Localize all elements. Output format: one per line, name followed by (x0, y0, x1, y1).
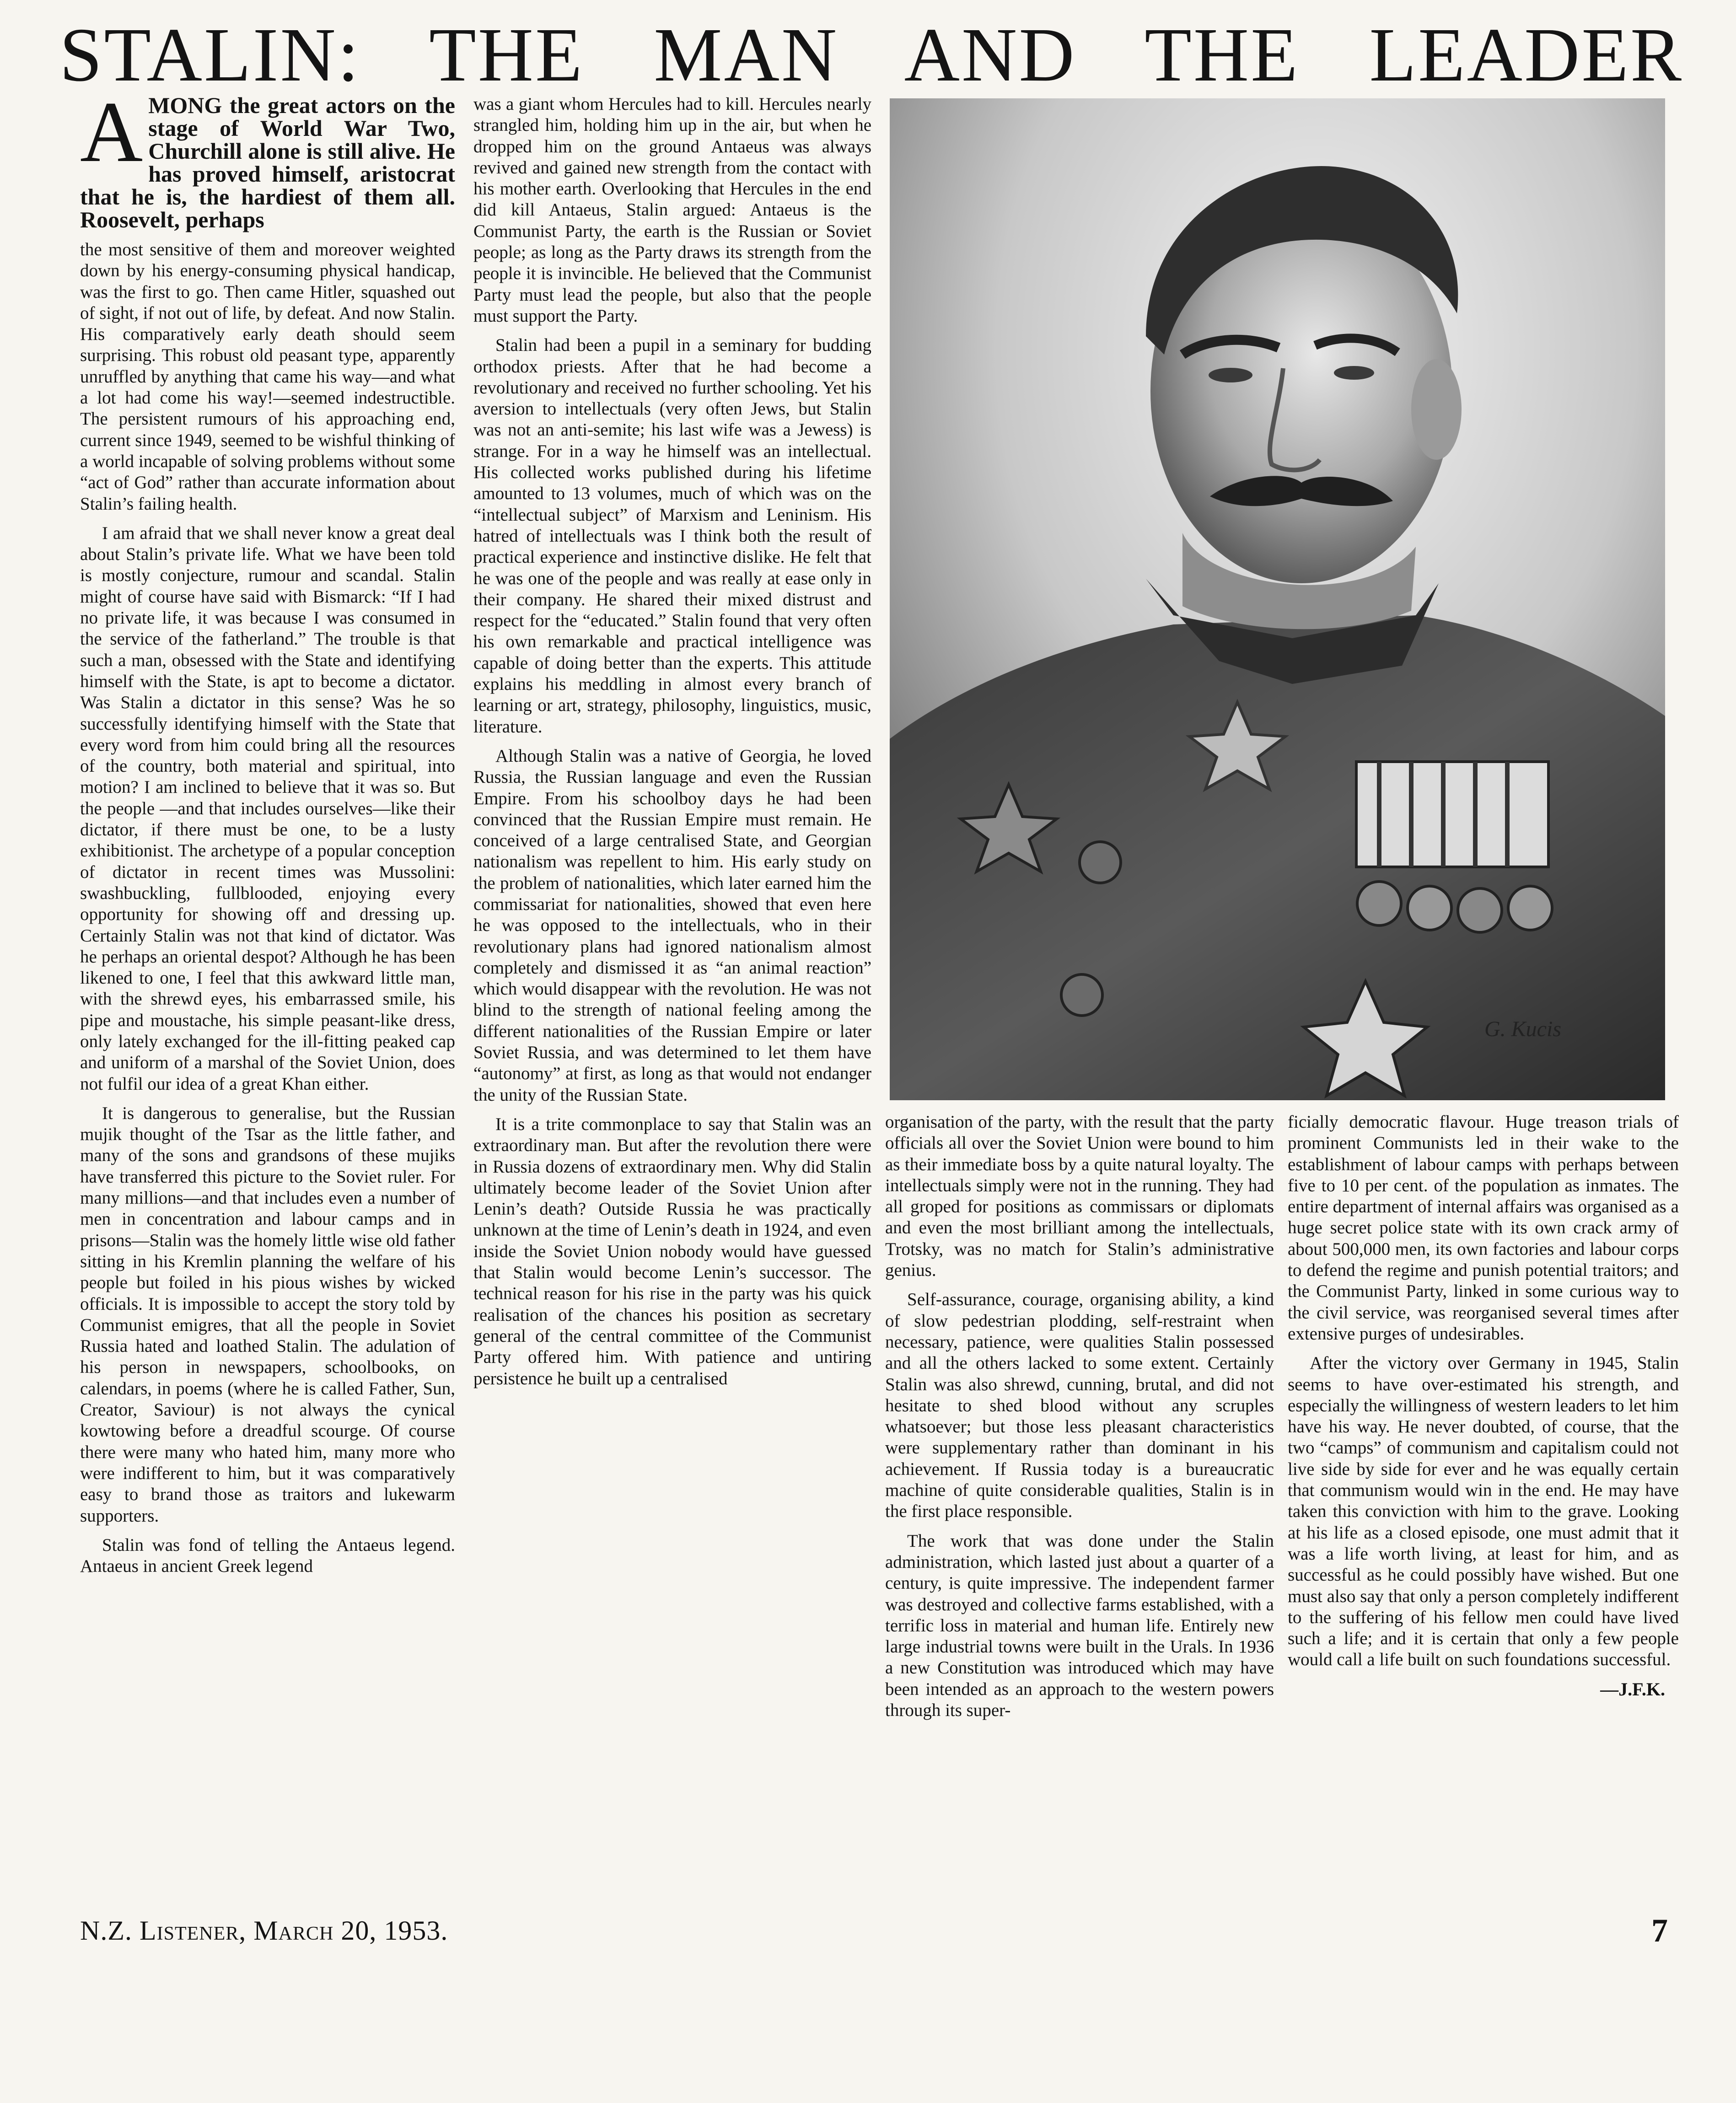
author-signature: —J.F.K. (1600, 1678, 1665, 1700)
paragraph: I am afraid that we shall never know a great deal about Stalin’s private life. What we have been told is mostly conjecture, rumour and scandal. Stalin might of course have said with Bismarck: “If I had no private life, it was because I was consumed in the service of the fatherland.” The trouble is that such a man, obsessed with the State and identifying himself with the State, is apt to become a dictator. Was Stalin a dictator in this sense? Was he so successfully identifying himself with the State that every word from him could bring all the resources of the country, both material and spiritual, into motion? I am inclined to believe that it was so. But the people —and that includes ourselves—like their dictator, if there must be one, to be a lusty exhibitionist. The archetype of a popular conception of dictator in recent times was Mussolini: swashbuckling, fullblooded, enjoying every opportunity for showing off and dressing up. Certainly Stalin was not that kind of dictator. Was he perhaps an oriental despot? Although he has been likened to one, I feel that this awkward little man, with the shrewd eyes, his embarrassed smile, his pipe and moustache, his simple peasant-like dress, only lately exchanged for the ill-fitting peaked cap and uniform of a marshal of the Soviet Union, does not fulfil our idea of a great Khan either. (80, 523, 455, 1094)
lead-paragraph (80, 84, 455, 232)
drop-cap: A (80, 84, 143, 180)
article-column-1 (80, 84, 455, 1866)
paragraph: Although Stalin was a native of Georgia, he loved Russia, the Russian language and even the Russian Empire. From his schoolboy days he had been convinced that the Russian Empire must remain. He conceived of a large centralised State, and Georgian nationalism was repellent to him. His early study on the problem of nationalities, which later earned him the commissariat for nationalities, showed that even here he was opposed to the intellectuals, who in their revolutionary plans had ignored nationalism almost completely and dismissed it as “an animal reaction” which would disappear with the revolution. He was not blind to the strength of national feeling among the different nationalities of the Russian Empire or later Soviet Russia, and was determined to let them have “autonomy” at first, as long as that would not endanger the unity of the Russian State. (473, 746, 871, 1105)
paragraph: It is a trite commonplace to say that Stalin was an extraordinary man. But after the revolution there were in Russia dozens of extraordinary men. Why did Stalin ultimately become leader of the Soviet Union after Lenin’s death? Outside Russia he was practically unknown at the time of Lenin’s death in 1924, and even inside the Soviet Union nobody would have guessed that Stalin would become Lenin’s successor. The technical reason for his rise in the party was his quick realisation of the chances his position as secretary general of the central committee of the Communist Party offered him. With patience and untiring persistence he built up a centralised (473, 1114, 871, 1388)
paragraph: ficially democratic flavour. Huge treason trials of prominent Communists led in their wake to the establishment of labour camps with perhaps between five to 10 per cent. of the population as inmates. The entire department of internal affairs was organised as a huge secret police state with its own crack army of about 500,000 men, its own factories and labour corps to defend the regime and punish potential traitors; and the Communist Party, linked in some curious way to the civil service, was reorganised several times after extensive purges of undesirables. (1288, 1112, 1679, 1344)
paragraph: Stalin had been a pupil in a seminary for budding orthodox priests. After that he had become a revolutionary and received no further schooling. Yet his aversion to intellectuals (very often Jews, but Stalin was not an anti-semite; his last wife was a Jewess) is strange. For in a way he himself was an intellectual. His collected works published during his lifetime amounted to 13 volumes, much of which was on the “intellectual subject” of Marxism and Leninism. His hatred of intellectuals was I think both the result of practical experience and instinctive dislike. He felt that he was one of the people and was really at ease only in their company. He shared their mixed distrust and respect for the “educated.” Stalin found that very often his own remarkable and practical intelligence was capable of doing better than the experts. This attitude explains his meddling in almost every branch of learning or art, strategy, philosophy, linguistics, music, literature. (473, 335, 871, 737)
page-number: 7 (1651, 1912, 1668, 1949)
portrait-illustration (890, 98, 1665, 1100)
paragraph: Stalin was fond of telling the Antaeus legend. Antaeus in ancient Greek legend (80, 1535, 455, 1576)
article-column-2 (473, 94, 871, 1866)
article-column-4 (1288, 1112, 1679, 1866)
headline: STALIN: THE MAN AND THE LEADER (59, 12, 1683, 97)
paragraph: organisation of the party, with the result that the party officials all over the Soviet Union were bound to him as their immediate boss by a quite natural loyalty. The intellectuals simply were not in the running. They had all groped for positions as commissars or diplomats and even the most brilliant among the intellectuals, Trotsky, was no match for Stalin’s administrative genius. (885, 1112, 1274, 1280)
tunic-button-icon (1061, 974, 1102, 1016)
paragraph: The work that was done under the Stalin administration, which lasted just about a quarter of a century, is quite impressive. The independent farmer was destroyed and collective farms established, with a terrific loss in material and human life. Entirely new large industrial towns were built in the Urals. In 1936 a new Constitution was introduced which may have been intended as an approach to the western powers through its super- (885, 1531, 1274, 1721)
lead-text: MONG the great actors on the stage of World War Two, Churchill alone is still alive. He has proved himself, aristocrat that he is, the hardiest of them all. Roosevelt, perhaps (80, 92, 455, 232)
tunic-button-icon (1080, 842, 1121, 883)
portrait-photo (890, 98, 1665, 1100)
publication-footer: N.Z. Listener, March 20, 1953. (80, 1915, 448, 1946)
paragraph: After the victory over Germany in 1945, Stalin seems to have over-estimated his strength, and especially the willingness of western leaders to let him have his way. He never doubted, of course, that the two “camps” of communism and capitalism could not live side by side for ever and he was equally certain that communism would win in the end. He may have taken this conviction with him to the grave. Looking at his life as a closed episode, one must admit that it was a life worth living, at least for him, and as successful as he could possibly have wished. But one must also say that only a person completely indifferent to the suffering of his fellow men could have lived such a life; and it is certain that only a few people would call a life built on such foundations successful. (1288, 1353, 1679, 1670)
paragraph: Self-assurance, courage, organising ability, a kind of slow pedestrian plodding, self-restraint when necessary, patience, were qualities Stalin possessed and all the others lacked to some extent. Certainly Stalin was also shrewd, cunning, brutal, and did not hesitate to shed blood without any scruples whatsoever; but those less pleasant characteristics were supplementary rather than dominant in his achievement. If Russia today is a bureaucratic machine of quite considerable qualities, Stalin is in the first place responsible. (885, 1290, 1274, 1522)
artist-signature: G. Kucis (1484, 1017, 1561, 1041)
paragraph: was a giant whom Hercules had to kill. Hercules nearly strangled him, holding him up in the air, but when he dropped him on the ground Antaeus was always revived and gained new strength from the contact with his mother earth. Overlooking that Hercules in the end did kill Antaeus, Stalin argued: Antaeus is the Communist Party, the earth is the Russian or Soviet people; as long as the Party draws its strength from the people it is invincible. He believed that the Communist Party must lead the people, but also that the people must support the Party. (473, 94, 871, 326)
paragraph: It is dangerous to generalise, but the Russian mujik thought of the Tsar as the little father, and many of the sons and grandsons of these mujiks have transferred this picture to the Soviet ruler. For many millions—and that includes even a number of men in concentration and labour camps and in prisons—Stalin was the homely little wise old father sitting in his Kremlin planning the welfare of his people but foiled in his pious wishes by wicked officials. It is impossible to accept the story told by Communist emigres, that all the people in Soviet Russia hated and loathed Stalin. The adulation of his person in newspapers, schoolbooks, on calendars, in poems (where he is called Father, Sun, Creator, Saviour) is not always the cynical kowtowing before a dreadful scourge. Of course there were many who hated him, many more who were indifferent to him, but it was comparatively easy to brand those as traitors and lukewarm supporters. (80, 1103, 455, 1526)
article-column-3 (885, 1112, 1274, 1866)
paragraph: the most sensitive of them and moreover weighted down by his energy-consuming physical handicap, was the first to go. Then came Hitler, squashed out of sight, if not out of life, by defeat. And now Stalin. His comparatively early death should seem surprising. This robust old peasant type, apparently unruffled by anything that came his way—and what a lot had come his way!—seemed indestructible. The persistent rumours of his approaching end, current since 1949, seemed to be wishful thinking of a world incapable of solving problems without some “act of God” rather than accurate information about Stalin’s failing health. (80, 240, 455, 514)
